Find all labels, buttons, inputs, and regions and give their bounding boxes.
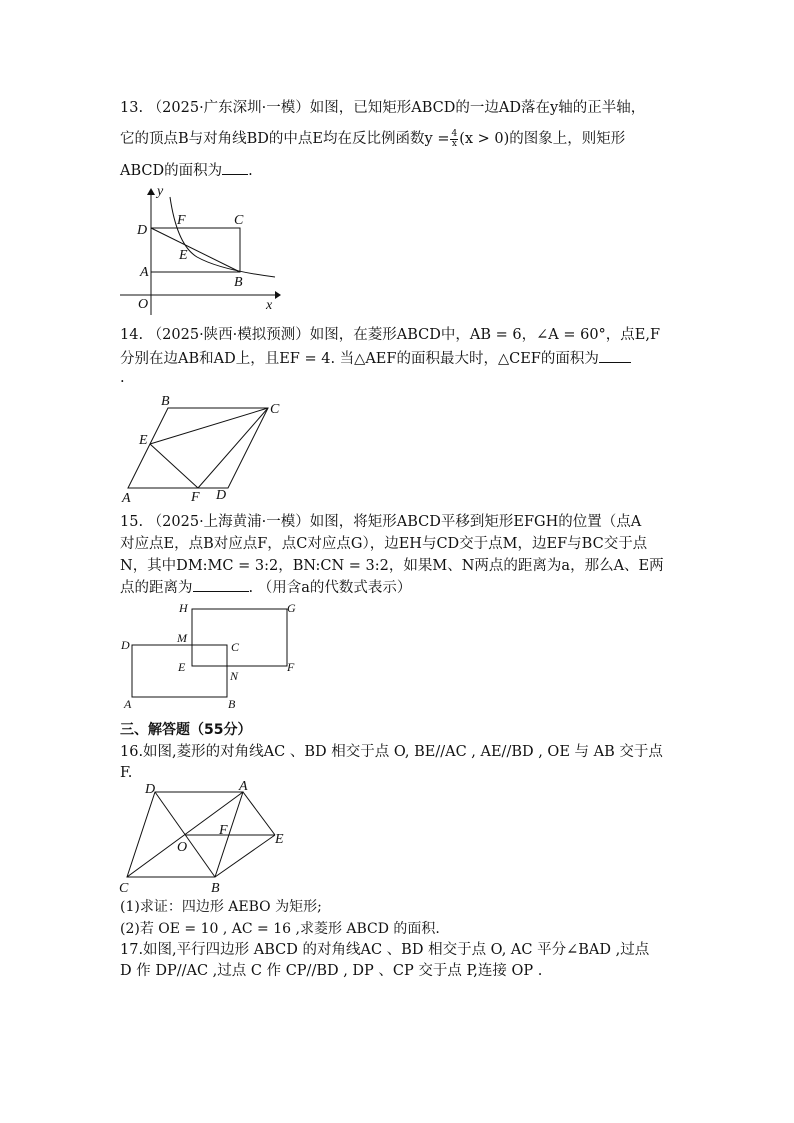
q15-label-N: N — [230, 669, 239, 683]
q15-label-D: D — [121, 638, 130, 652]
q13-label-E: E — [179, 248, 188, 263]
q14-line3: . — [120, 370, 125, 386]
q16-line1: 16.如图,菱形的对角线AC 、BD 相交于点 O, BE//AC , AE//BD , OE 与 AB 交于点 — [120, 744, 663, 760]
q16-figure — [115, 780, 295, 900]
q13-figure — [115, 185, 285, 320]
q16-line2: F. — [120, 765, 133, 781]
q14-label-E: E — [139, 433, 148, 448]
q13-label-D: D — [137, 223, 148, 238]
q15-line4 — [120, 577, 411, 598]
q15-answer-blank — [193, 577, 249, 592]
q15-label-F: F — [287, 660, 295, 674]
q15-label-A: A — [124, 697, 132, 711]
q13-line1: 13. （2025·广东深圳·一模）如图，已知矩形ABCD的一边AD落在y轴的正半轴， — [120, 100, 646, 116]
q17-line1: 17.如图,平行四边形 ABCD 的对角线AC 、BD 相交于点 O, AC 平分∠BAD ,过点 — [120, 942, 650, 958]
q15-label-M: M — [177, 631, 187, 645]
q15-line1: 15. （2025·上海黄浦·一模）如图，将矩形ABCD平移到矩形EFGH的位置（点A — [120, 514, 642, 530]
q13-line3 — [120, 160, 253, 181]
q16-label-C: C — [119, 881, 129, 896]
q16-label-F: F — [219, 823, 228, 838]
q15-label-G: G — [287, 601, 296, 615]
q15-label-C: C — [231, 640, 240, 654]
q13-label-B: B — [234, 275, 243, 290]
q14-line2-text: 分别在边AB和AD上，且EF = 4. 当△AEF的面积最大时，△CEF的面积为 — [120, 351, 599, 367]
q13-line2-a: 它的顶点B与对角线BD的中点E均在反比例函数y = — [120, 131, 450, 147]
q14-line1: 14. （2025·陕西·模拟预测）如图，在菱形ABCD中，AB = 6，∠A = 60°，点E,F — [120, 327, 661, 343]
q15-line4-a: 点的距离为 — [120, 580, 193, 596]
q14-answer-blank — [599, 348, 631, 363]
q13-frac-den: x — [451, 138, 457, 149]
q16-label-A: A — [239, 780, 248, 794]
q15-label-B: B — [228, 697, 236, 711]
q13-line2-b: (x > 0)的图象上，则矩形 — [459, 131, 626, 147]
q14-line2 — [120, 348, 631, 369]
q13-label-A: A — [140, 265, 149, 280]
q17-line2: D 作 DP//AC ,过点 C 作 CP//BD , DP 、CP 交于点 P,连接 OP . — [120, 963, 543, 979]
q14-label-D: D — [216, 488, 227, 503]
q15-figure — [115, 600, 305, 715]
q16-label-E: E — [275, 832, 284, 847]
q15-line2: 对应点E，点B对应点F，点C对应点G），边EH与CD交于点M，边EF与BC交于点 — [120, 536, 648, 552]
q13-fraction — [450, 130, 458, 149]
q15-label-E: E — [178, 660, 186, 674]
q13-answer-blank — [222, 160, 248, 175]
q13-label-O: O — [138, 297, 149, 312]
q13-label-y: y — [157, 185, 164, 199]
q14-label-B: B — [161, 394, 170, 409]
q14-label-F: F — [191, 490, 200, 505]
q13-line2 — [120, 129, 625, 149]
q13-label-F: F — [177, 213, 186, 228]
q16-label-O: O — [177, 840, 188, 855]
q14-label-A: A — [122, 491, 131, 506]
q13-label-C: C — [234, 213, 244, 228]
q16-label-D: D — [145, 782, 156, 797]
q13-line3-end: . — [248, 163, 253, 179]
q16-sub1: (1)求证：四边形 AEBO 为矩形; — [120, 899, 322, 915]
q16-label-B: B — [211, 881, 220, 896]
q15-label-H: H — [179, 601, 188, 615]
q14-label-C: C — [270, 402, 280, 417]
q13-label-x: x — [266, 298, 273, 313]
q15-line4-b: . （用含a的代数式表示） — [248, 580, 412, 596]
q16-sub2: (2)若 OE = 10 , AC = 16 ,求菱形 ABCD 的面积. — [120, 921, 440, 937]
q14-figure — [115, 393, 295, 508]
section-3-heading: 三、解答题（55分） — [120, 722, 252, 738]
q15-line3: N，其中DM:MC = 3:2，BN:CN = 3:2，如果M、N两点的距离为a，那么A、E两 — [120, 558, 664, 574]
q13-frac-num: 4 — [451, 128, 458, 139]
q13-line3-text: ABCD的面积为 — [120, 163, 223, 179]
